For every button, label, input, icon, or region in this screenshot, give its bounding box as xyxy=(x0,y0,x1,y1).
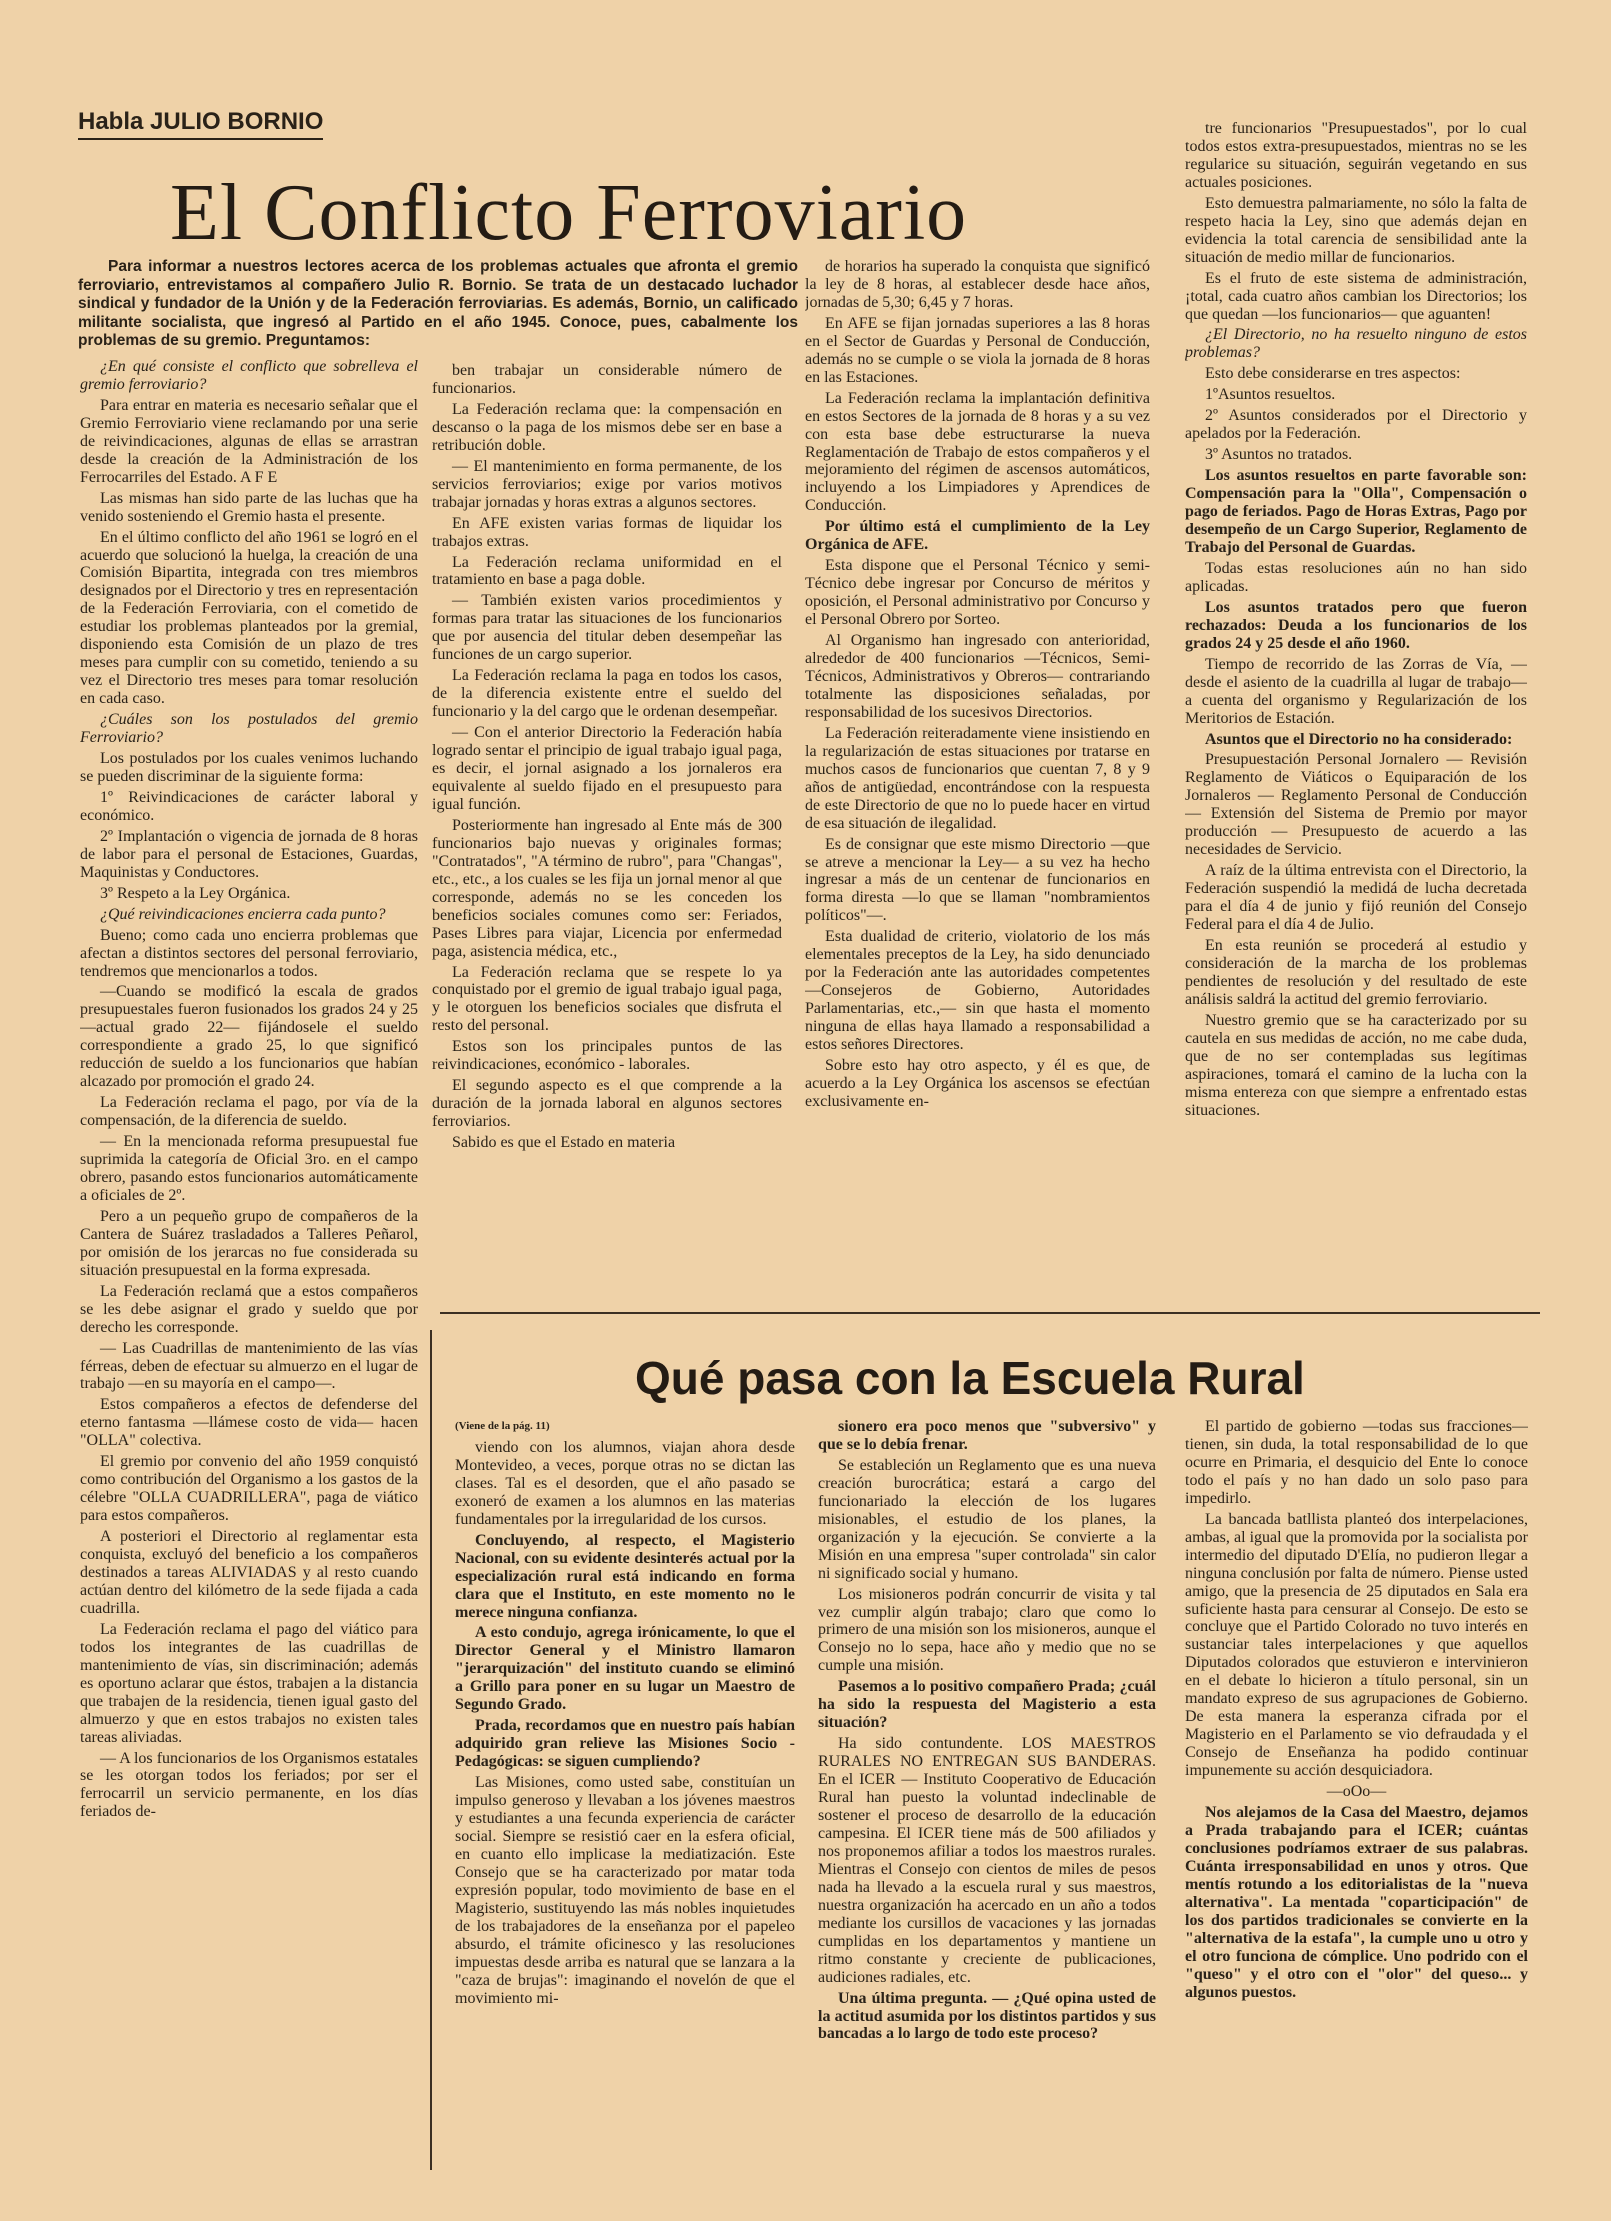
paragraph: 3º Asuntos no tratados. xyxy=(1205,446,1353,464)
paragraph: Todas estas resoluciones aún no han sido aplicadas. xyxy=(1185,559,1527,595)
paragraph: Nuestro gremio que se ha caracterizado por su cautela en sus medidas de acción, no me cabe duda, que de no ser contempladas sus legítimas aspiraciones, tomará el camino de la lucha con la misma entereza con que siempre a enfrentado estas situaciones. xyxy=(1185,1011,1527,1119)
paragraph: La Federación reclama la implantación definitiva en estos Sectores de la jornada de 8 horas y a su vez con esta base debe estructurarse la nueva Reglamentación de Trabajo de estos compañeros y el mejoramiento del régimen de ascensos automáticos, incluyendo a los Limpiadores y Aprendices de Conducción. xyxy=(805,389,1150,515)
column-rule xyxy=(430,1330,432,2170)
article-column-1 xyxy=(80,358,418,2168)
paragraph: A esto condujo, agrega irónicamente, lo que el Director General y el Ministro llamaron "jerarquización" del instituto cuando se eliminó a Grillo para poner en su lugar un Maestro de Segundo Grado. xyxy=(455,1624,795,1714)
paragraph: La Federación reclama la paga en todos los casos, de la diferencia existente entre el sueldo del funcionario y la del cargo que le ordenan desempeñar. xyxy=(432,667,782,721)
paragraph: La Federación reclama que se respete lo ya conquistado por el gremio de igual trabajo igual paga, y le otorguen los beneficios sociales que disfruta el resto del personal. xyxy=(432,963,782,1035)
paragraph: Bueno; como cada uno encierra problemas que afectan a distintos sectores del personal ferroviario, tendremos que mencionarlos a todos. xyxy=(80,926,418,980)
paragraph: Las mismas han sido parte de las luchas que ha venido sosteniendo el Gremio hasta el presente. xyxy=(80,489,418,525)
paragraph: Concluyendo, al respecto, el Magisterio Nacional, con su evidente desinterés actual por la especialización rural está indicando en forma clara que el Instituto, en este momento no le merece ninguna confianza. xyxy=(455,1531,795,1621)
paragraph: — El mantenimiento en forma permanente, de los servicios ferroviarios; exige por varios motivos trabajar jornadas y horas extras a algunos sectores. xyxy=(432,457,782,511)
paragraph: —oOo— xyxy=(1326,1783,1387,1801)
second-article-column-1 xyxy=(455,1418,795,2168)
paragraph: Estos compañeros a efectos de defenderse del eterno fantasma —llámese costo de vida— hacen "OLLA" colectiva. xyxy=(80,1396,418,1450)
second-article-column-3 xyxy=(1185,1418,1528,2168)
paragraph: — Con el anterior Directorio la Federación había logrado sentar el principio de igual trabajo igual paga, es decir, el jornal asignado a los jornaleros era equivalente al sueldo fijado en el presupuesto para igual función. xyxy=(432,724,782,813)
paragraph: tre funcionarios "Presupuestados", por lo cual todos estos extra-presupuestados, mientras no se les regularice su situación, seguirán vegetando en sus actuales posiciones. xyxy=(1185,120,1527,191)
paragraph: A raíz de la última entrevista con el Directorio, la Federación suspendió la medidá de lucha decretada para el día 4 de junio y fijó reunión del Consejo Federal para el día 4 de Julio. xyxy=(1185,862,1527,934)
paragraph: Nos alejamos de la Casa del Maestro, dejamos a Prada trabajando para el ICER; cuántas conclusiones podríamos extraer de sus palabras. Cuánta irresponsabilidad en unos y otros. Que mentís rotundo a los editorialistas de la "nueva alternativa". La mentada "coparticipación" de los dos partidos tradicionales se convierte en la "alternativa de la estafa", la cumple uno u otro y el otro funciona de cómplice. Uno podrido con el "queso" y el otro con el "olor" del queso... y algunos puestos. xyxy=(1185,1804,1528,2001)
paragraph: ¿El Directorio, no ha resuelto ninguno de estos problemas? xyxy=(1185,326,1527,362)
paragraph: Pero a un pequeño grupo de compañeros de la Cantera de Suárez trasladados a Talleres Peñarol, por omisión de los jerarcas no fue considerada su situación presupuestal en la forma expresada. xyxy=(80,1207,418,1279)
article-headline: El Conflicto Ferroviario xyxy=(170,169,968,257)
paragraph: La Federación reclama uniformidad en el tratamiento en base a paga doble. xyxy=(432,553,782,589)
paragraph: El segundo aspecto es el que comprende a la duración de la jornada laboral en algunos sectores ferroviarios. xyxy=(432,1077,782,1131)
section-divider xyxy=(440,1312,1540,1314)
paragraph: Es el fruto de este sistema de administración, ¡total, cada cuatro años cambian los Directorios; los que quedan —los funcionarios— que aguanten! xyxy=(1185,269,1527,323)
paragraph: Los asuntos tratados pero que fueron rechazados: Deuda a los funcionarios de los grados 24 y 25 desde el año 1960. xyxy=(1185,598,1527,652)
paragraph: 3º Respeto a la Ley Orgánica. xyxy=(100,884,291,902)
paragraph: ¿Qué reivindicaciones encierra cada punto? xyxy=(100,905,386,923)
paragraph: Al Organismo han ingresado con anterioridad, alrededor de 400 funcionarios —Técnicos, Semi-Técnicos, Administrativos y Obreros— contrariando totalmente las disposiciones señaladas, por responsabilidad de los sucesivos Directorios. xyxy=(805,632,1150,721)
paragraph: Esto debe considerarse en tres aspectos: xyxy=(1205,365,1461,383)
paragraph: Se estableción un Reglamento que es una nueva creación burocrática; estará a cargo del funcionariado la elección de los lugares misionables, el estudio de los planes, la organización y la ejecución. Se convierte a la Misión en una empresa "super controlada" sin calor ni significado social y humano. xyxy=(818,1456,1156,1582)
article-intro: Para informar a nuestros lectores acerca de los problemas actuales que afronta el gremio ferroviario, entrevistamos al compañero Julio R. Bornio. Se trata de un destacado luchador sindical y fundador de la Unión y de la Federación ferroviarias. Es además, Bornio, un calificado militante socialista, que ingresó al Partido en el año 1945. Conoce, pues, cabalmente los problemas de su gremio. Preguntamos: xyxy=(78,258,798,349)
paragraph: Para entrar en materia es necesario señalar que el Gremio Ferroviario viene reclamando por una serie de reivindicaciones, algunas de ellas se arrastran desde la creación de la Administración de los Ferrocarriles del Estado. A F E xyxy=(80,396,418,486)
paragraph: En AFE se fijan jornadas superiores a las 8 horas en el Sector de Guardas y Personal de Conducción, además no se cumple o se viola la jornada de 8 horas en las Estaciones. xyxy=(805,314,1150,386)
paragraph: La Federación reiteradamente viene insistiendo en la regularización de estas situaciones por tratarse en muchos casos de funcionarios que cuentan 7, 8 y 9 años de antigüedad, encontrándose con la respuesta de este Directorio de que no lo puede hacer en virtud de esa situación de ilegalidad. xyxy=(805,724,1150,832)
paragraph: La Federación reclamá que a estos compañeros se les debe asignar el grado y sueldo que por derecho les corresponde. xyxy=(80,1282,418,1336)
paragraph: Es de consignar que este mismo Directorio —que se atreve a mencionar la Ley— a su vez ha hecho ingresar a más de un centenar de funcionarios en forma diresta —lo que se llaman "nombramientos políticos"—. xyxy=(805,835,1150,925)
paragraph: — Las Cuadrillas de mantenimiento de las vías férreas, deben de efectuar su almuerzo en el lugar de trabajo —en su mayoría en el campo—. xyxy=(80,1339,418,1393)
article-column-4 xyxy=(1185,120,1527,1290)
paragraph: Esta dispone que el Personal Técnico y semi-Técnico debe ingresar por Concurso de méritos y oposición, el Personal administrativo por Concurso y el Personal Obrero por Sorteo. xyxy=(805,557,1150,629)
paragraph: El partido de gobierno —todas sus fracciones— tienen, sin duda, la total responsabilidad de lo que ocurre en Primaria, el desquicio del Ente lo conoce todo el país y no han dado un solo paso para impedirlo. xyxy=(1185,1418,1528,1507)
paragraph: La Federación reclama que: la compensación en descanso o la paga de los mismos debe ser en base a retribución doble. xyxy=(432,400,782,454)
paragraph: Por último está el cumplimiento de la Ley Orgánica de AFE. xyxy=(805,518,1150,554)
paragraph: 2º Asuntos considerados por el Directorio y apelados por la Federación. xyxy=(1185,407,1527,443)
paragraph: Estos son los principales puntos de las reivindicaciones, económico - laborales. xyxy=(432,1038,782,1074)
paragraph: Los postulados por los cuales venimos luchando se pueden discriminar de la siguiente forma: xyxy=(80,750,418,785)
paragraph: En esta reunión se procederá al estudio y consideración de la marcha de los problemas pendientes de resolución y del resultado de este análisis saldrá la actitud del gremio ferroviario. xyxy=(1185,936,1527,1008)
paragraph: sionero era poco menos que "subversivo" y que se lo debía frenar. xyxy=(818,1418,1156,1453)
paragraph: En el último conflicto del año 1961 se logró en el acuerdo que solucionó la huelga, la creación de una Comisión Bipartita, integrada con tres miembros designados por el Directorio y tres en representación de la Federación Ferroviaria, con el cometido de estudiar los problemas planteados por la gremial, disponiendo esta Comisión de un plazo de tres meses para cumplir con su cometido, teniendo a su vez el Directorio tres meses para tomar resolución en cada caso. xyxy=(80,528,418,708)
second-article-column-2 xyxy=(818,1418,1156,2168)
paragraph: Presupuestación Personal Jornalero — Revisión Reglamento de Viáticos o Equiparación de los Jornaleros — Reglamento Personal de Conducción — Extensión del Sistema de Premio por mayor producción — Presupuesto de acuerdo a las necesidades de Servicio. xyxy=(1185,751,1527,859)
paragraph: Esta dualidad de criterio, violatorio de los más elementales preceptos de la Ley, ha sido denunciado por la Federación ante las autoridades competentes —Consejeros de Gobierno, Autoridades Parlamentarias, etc.,— sin que hasta el momento ninguna de ellas haya llamado a responsabilidad a estos señores Directores. xyxy=(805,928,1150,1054)
paragraph: Una última pregunta. — ¿Qué opina usted de la actitud asumida por los distintos partidos y sus bancadas a lo largo de todo este proceso? xyxy=(818,1989,1156,2043)
paragraph: El gremio por convenio del año 1959 conquistó como contribución del Organismo a los gastos de la célebre "OLLA CUADRILLERA", paga de viático para estos compañeros. xyxy=(80,1453,418,1525)
article-column-2 xyxy=(432,362,782,1292)
paragraph: viendo con los alumnos, viajan ahora desde Montevideo, a veces, porque otras no se dictan las clases. Tal es el desorden, que el año pasado se exoneró de examen a los alumnos en las materias fundamentales por la irregularidad de los cursos. xyxy=(455,1438,795,1528)
paragraph: — En la mencionada reforma presupuestal fue suprimida la categoría de Oficial 3ro. en el campo obrero, pasando estos funcionarios automáticamente a oficiales de 2º. xyxy=(80,1133,418,1204)
paragraph: En AFE existen varias formas de liquidar los trabajos extras. xyxy=(432,514,782,550)
paragraph: Sabido es que el Estado en materia xyxy=(452,1134,676,1152)
paragraph: Asuntos que el Directorio no ha considerado: xyxy=(1205,730,1513,748)
paragraph: La Federación reclama el pago del viático para todos los integrantes de las cuadrillas de mantenimiento de vías, sin discriminación; además es oportuno aclarar que éstos, trabajen a la distancia que trabajen de la residencia, tienen igual gasto del almuerzo y que en estos trabajos no existen tales tareas aliviadas. xyxy=(80,1620,418,1746)
paragraph: 1ºAsuntos resueltos. xyxy=(1205,386,1336,404)
paragraph: —Cuando se modificó la escala de grados presupuestales fueron fusionados los grados 24 y 25 —actual grado 22— fijándosele el sueldo correspondiente a grado 25, lo que significó reducción de sueldo a los funcionarios que habían alcazado por promoción el grado 24. xyxy=(80,983,418,1091)
paragraph: Esto demuestra palmariamente, no sólo la falta de respeto hacia la Ley, sino que además dejan en evidencia la total carencia de sensibilidad ante la situación de medio millar de funcionarios. xyxy=(1185,194,1527,266)
paragraph: Ha sido contundente. LOS MAESTROS RURALES NO ENTREGAN SUS BANDERAS. En el ICER — Instituto Cooperativo de Educación Rural han puesto la voluntad indeclinable de sostener el proceso de desarrollo de la educación campesina. El ICER tiene más de 500 afiliados y nos proponemos afiliar a todos los maestros rurales. Mientras el Consejo con cientos de miles de pesos nada ha llevado a la escuela rural y sus maestros, nuestra organización ha acercado en un año a todos mediante los cursillos de vacaciones y las jornadas cumplidas en los departamentos y mantiene un ritmo constante y creciente de publicaciones, audiciones radiales, etc. xyxy=(818,1735,1156,1986)
paragraph: Los asuntos resueltos en parte favorable son: Compensación para la "Olla", Compensación o pago de feriados. Pago de Horas Extras, Pago por desempeño de un Cargo Superior, Reglamento de Trabajo del Personal de Guardas. xyxy=(1185,467,1527,556)
paragraph: Las Misiones, como usted sabe, constituían un impulso generoso y llevaban a los jóvenes maestros y estudiantes a una fecunda experiencia de carácter social. Siempre se resistió caer en la esfera oficial, en cuanto ello implicase la mediatización. Este Consejo que se ha caracterizado por matar toda expresión popular, todo movimiento de base en el Magisterio, sustituyendo las más nobles inquietudes de los trabajadores de la enseñanza por el papeleo absurdo, el trámite oficinesco y las resoluciones impuestas desde arriba es natural que se lanzara a la "caza de brujas": imaginando el novelón de que el movimiento mi- xyxy=(455,1774,795,2007)
article-kicker: Habla JULIO BORNIO xyxy=(78,108,323,140)
paragraph: La bancada batllista planteó dos interpelaciones, ambas, al igual que la promovida por la socialista por intermedio del diputado D'Elía, no pudieron llegar a ninguna conclusión por falta de número. Piense usted amigo, que la presencia de 25 diputados en Sala era suficiente hasta para censurar al Consejo. De esto se concluye que el Partido Colorado no tuvo interés en sustanciar tales interpelaciones y que aquellos Diputados colorados que estuvieron e intervinieron en el debate lo hicieron a título personal, sin un mandato expreso de sus agrupaciones de Gobierno. De esta manera la esperanza cifrada por el Magisterio en el Parlamento se vio defraudada y el Consejo de Enseñanza ha podido continuar impunemente su acción desquiciadora. xyxy=(1185,1510,1528,1780)
paragraph: Pasemos a lo positivo compañero Prada; ¿cuál ha sido la respuesta del Magisterio a esta situación? xyxy=(818,1678,1156,1732)
article-column-3 xyxy=(805,258,1150,1293)
paragraph: 1º Reivindicaciones de carácter laboral y económico. xyxy=(80,788,418,824)
paragraph: Prada, recordamos que en nuestro país habían adquirido gran relieve las Misiones Socio - Pedagógicas: se siguen cumpliendo? xyxy=(455,1717,795,1771)
paragraph: Sobre esto hay otro aspecto, y él es que, de acuerdo a la Ley Orgánica los ascensos se efectúan exclusivamente en- xyxy=(805,1056,1150,1110)
paragraph: La Federación reclama el pago, por vía de la compensación, de la diferencia de sueldo. xyxy=(80,1094,418,1130)
paragraph: — También existen varios procedimientos y formas para tratar las situaciones de los funcionarios que por ausencia del titular deben desempeñar las funciones de un cargo superior. xyxy=(432,592,782,664)
paragraph: 2º Implantación o vigencia de jornada de 8 horas de labor para el personal de Estaciones, Guardas, Maquinistas y Conductores. xyxy=(80,827,418,881)
paragraph: ¿En qué consiste el conflicto que sobrelleva el gremio ferroviario? xyxy=(80,358,418,393)
paragraph: — A los funcionarios de los Organismos estatales se les otorgan todos los feriados; por ser el ferrocarril un servicio permanente, en los días feriados de- xyxy=(80,1749,418,1821)
paragraph: Los misioneros podrán concurrir de visita y tal vez cumplir algún trabajo; claro que como lo primero de una misión son los misioneros, aunque el Consejo no lo sepa, hace año y medio que no se cumple una misión. xyxy=(818,1585,1156,1675)
second-article-headline: Qué pasa con la Escuela Rural xyxy=(635,1352,1305,1404)
paragraph: Posteriormente han ingresado al Ente más de 300 funcionarios bajo nuevas y originales formas; "Contratados", "A término de rubro", para "Changas", etc., etc., a los cuales se les fija un jornal menor al que corresponde, además no se les conceden los beneficios sociales comunes como ser: Feriados, Pases Libres para viajar, Licencia por enfermedad paga, asistencia médica, etc., xyxy=(432,816,782,960)
paragraph: ben trabajar un considerable número de funcionarios. xyxy=(432,362,782,397)
paragraph: A posteriori el Directorio al reglamentar esta conquista, excluyó del beneficio a los compañeros destinados a tareas ALIVIADAS y al resto cuando actúan dentro del kilómetro de la sede fijada a cada cuadrilla. xyxy=(80,1528,418,1617)
paragraph: de horarios ha superado la conquista que significó la ley de 8 horas, al establecer desde hace años, jornadas de 5,30; 6,45 y 7 horas. xyxy=(805,258,1150,311)
continued-note: (Viene de la pág. 11) xyxy=(455,1420,550,1432)
paragraph: ¿Cuáles son los postulados del gremio Ferroviario? xyxy=(80,711,418,747)
paragraph: Tiempo de recorrido de las Zorras de Vía, —desde el asiento de la cuadrilla al lugar de trabajo— a cuenta del organismo y Regularización de los Meritorios de Estación. xyxy=(1185,655,1527,727)
